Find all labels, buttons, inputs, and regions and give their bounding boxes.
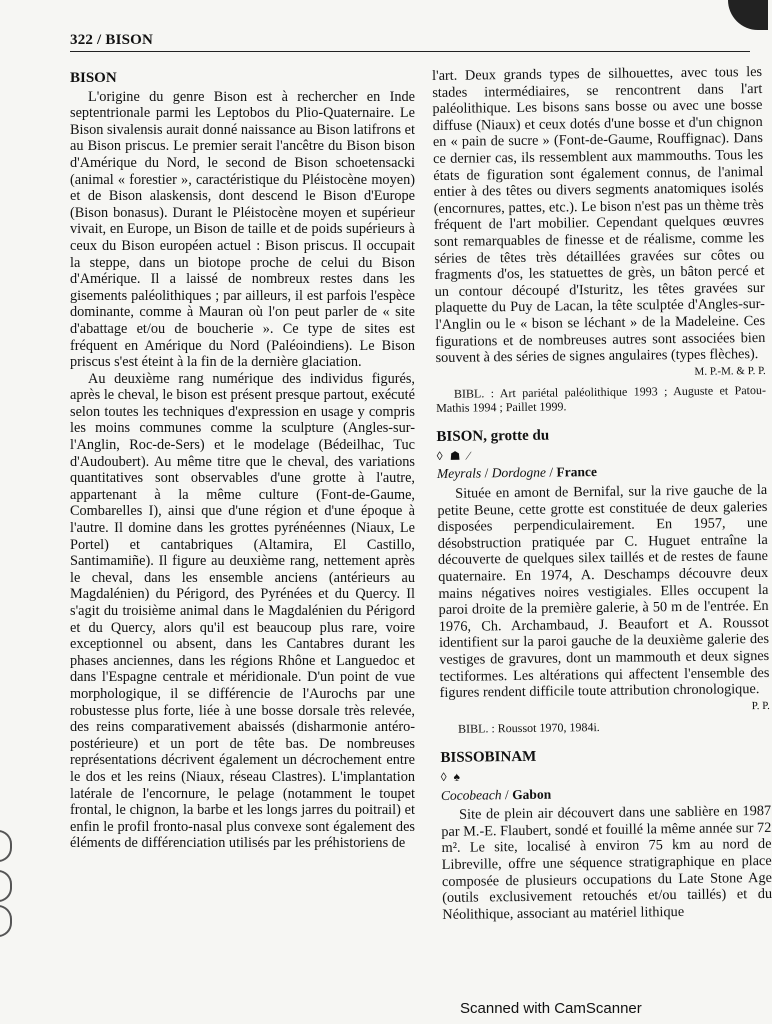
location-country: France [556, 464, 598, 480]
bison-paragraph-3: l'art. Deux grands types de silhouettes, avec tous les stades intermédiaires, se rencontrent dans l'art paléolithique. Les bisons sans bosse ou avec une bosse diffuse (Niaux) et ceux dotés d'une bosse et d'un chignon en « pain de sucre » (Font-de-Gaume, Rouffignac). Dans ce dernier cas, ils ressemblent aux mammouths. Tous les états de figuration sont également connus, de l'animal entier à des têtes ou divers segments anatomiques isolés (encornures, pattes, etc.). Le bison n'est pas un thème très fréquent de l'art mobilier. Cependant quelques œuvres sont remarquables de finesse et de réalisme, comme les séries de têtes très détaillées gravées sur côtes ou fragments d'os, les statuettes de grès, un bâton percé et un contour découpé d'Isturitz, les têtes gravées sur plaquette du Puy de Lacan, la tête sculptée d'Angles-sur-l'Anglin ou le « bison se léchant » de la Madeleine. Ces figurations et de nombreuses autres sont associées bien souvent à des séries de signes angulaires (types flèches). [432, 63, 766, 367]
location-country: Gabon [512, 786, 552, 802]
bison-signature: M. P.-M. & P. P. [694, 364, 766, 378]
running-head: 322 / BISON [70, 32, 154, 48]
site-type-icons: ◊ ☗ ∕ [436, 448, 472, 463]
bissobinam-location: Cocobeach / Gabon [440, 786, 552, 803]
bissobinam-text: Site de plein air découvert dans une sablière en 1987 par M.-E. Flaubert, sondé et fouillé la même année sur 72 m². Le site, localisé à environ 75 km au nord de Libreville, offre une séquence stratigraphique en place composée de plusieurs occupations du Late Stone Age (outils exclusivement retouchés et/ou taillés) et du Néolithique, associant au matériel lithique [441, 803, 772, 923]
entry-title-grotte-du-bison: BISON, grotte du [436, 427, 550, 446]
grotte-signature: P. P. [751, 699, 770, 712]
camscanner-watermark: Scanned with CamScanner [460, 1000, 642, 1017]
location-town: Cocobeach [440, 786, 502, 803]
grotte-location: Meyrals / Dordogne / France [436, 464, 598, 482]
bison-paragraph-1: L'origine du genre Bison est à rechercher en Inde septentrionale parmi les Leptobos du Plio-Quaternaire. Le Bison sivalensis aurait donné naissance au Bison latifrons et au Bison priscus. Le premier serait l'ancêtre du Bison bison d'Amérique du Nord, le second de Bison schoetensacki (animal « forestier », caractéristique du Pléistocène moyen) et de Bison alaskensis, dont descend le Bison d'Europe (Bison bonasus). Durant le Pléistocène moyen et supérieur vivait, en Europe, un Bison de taille et de poids supérieurs à ceux du Bison européen actuel : Bison priscus. Il occupait la steppe, dans un biotope proche de celui du Bison d'Amérique. Il a laissé de nombreux restes dans les gisements paléolithiques ; par ailleurs, il est parfois l'espèce dominante, comme à Mauran où l'on peut parler de « site d'abattage et/ou de boucherie ». Ce type de sites est fréquent en Amérique du Nord (Paléoindiens). Le Bison priscus s'est éteint à la fin de la dernière glaciation. [70, 88, 415, 371]
grotte-bibliography: BIBL. : Roussot 1970, 1984i. [457, 720, 600, 737]
bison-bibliography: BIBL. : Art pariétal paléolithique 1993 ; Auguste et Patou-Mathis 1994 ; Paillet 1999. [436, 383, 767, 416]
left-column [70, 70, 415, 852]
bison-paragraph-2: Au deuxième rang numérique des individus figurés, après le cheval, le bison est présent presque partout, exécuté selon toutes les techniques d'expression en usage y compris les moins communes comme la sculpture (Angles-sur-l'Anglin, Roc-de-Sers) et le modelage (Bédeilhac, Tuc d'Audoubert). Au même titre que le cheval, des variations quantitatives sont observables d'une grotte à l'autre, appartenant à la même culture (Font-de-Gaume, Combarelles I), ainsi que d'une région et d'une époque à l'autre. Il domine dans les grottes pyrénéennes (Niaux, Le Portel) et cantabriques (Altamira, El Castillo, Santimamiñe). Il figure au deuxième rang, nettement après le cheval, dans les ensemble anciens (antérieurs au Magdalénien) du Périgord, des Pyrénées et du Quercy. Il s'agit du troisième animal dans le Magdalénien du Périgord et du Quercy, alors qu'il est beaucoup plus rare, voire exceptionnel ou absent, dans les Cantabres durant les phases anciennes, dans les régions Rhône et Languedoc et dans l'Espagne centrale et méridionale. D'un point de vue morphologique, il se différencie de l'Aurochs par une robustesse plus forte, liée à une bosse dorsale très relevée, des reins comparativement abaissés (disharmonie antéro-postérieure) et un port de tête bas. De nombreuses représentations décrivent également un décrochement entre le dos et les reins (Niaux, réseau Clastres). L'implantation latérale de l'encornure, le pelage (notamment le toupet frontal, le chignon, la barbe et les longs jarres du poitrail) et enfin le profil fronto-nasal plus convexe sont également des éléments de différenciation utilisés par les préhistoriens de [70, 370, 415, 852]
location-department: Dordogne [491, 465, 547, 481]
page-corner-shadow [728, 0, 768, 30]
header-rule [70, 51, 750, 52]
right-column [432, 64, 772, 923]
site-type-icons: ◊ ♠ [440, 769, 463, 784]
binding-curl [0, 830, 12, 862]
entry-title-bissobinam: BISSOBINAM [440, 749, 537, 767]
binding-curl [0, 870, 12, 902]
entry-title-bison: BISON [70, 70, 117, 86]
grotte-text: Située en amont de Bernifal, sur la rive gauche de la petite Beune, cette grotte est constituée de deux galeries disposées perpendiculairement. En 1957, une désobstruction pratiquée par C. Huguet entraîne la découverte de quelques silex taillés et de restes de faune quaternaire. En 1974, A. Deschamps découvre deux mains négatives noires vestigiales. Elles occupent la paroi droite de la première galerie, à 50 m de l'entrée. En 1976, Ch. Archambaud, J. Beaufort et A. Roussot identifient sur la paroi gauche de la deuxième galerie des vestiges de gravures, dont un mammouth et deux signes tectiformes. Les altérations qui affectent l'ensemble des figures rendent difficile toute attribution chronologique. [437, 481, 770, 702]
location-town: Meyrals [436, 465, 482, 482]
binding-curl [0, 905, 12, 937]
